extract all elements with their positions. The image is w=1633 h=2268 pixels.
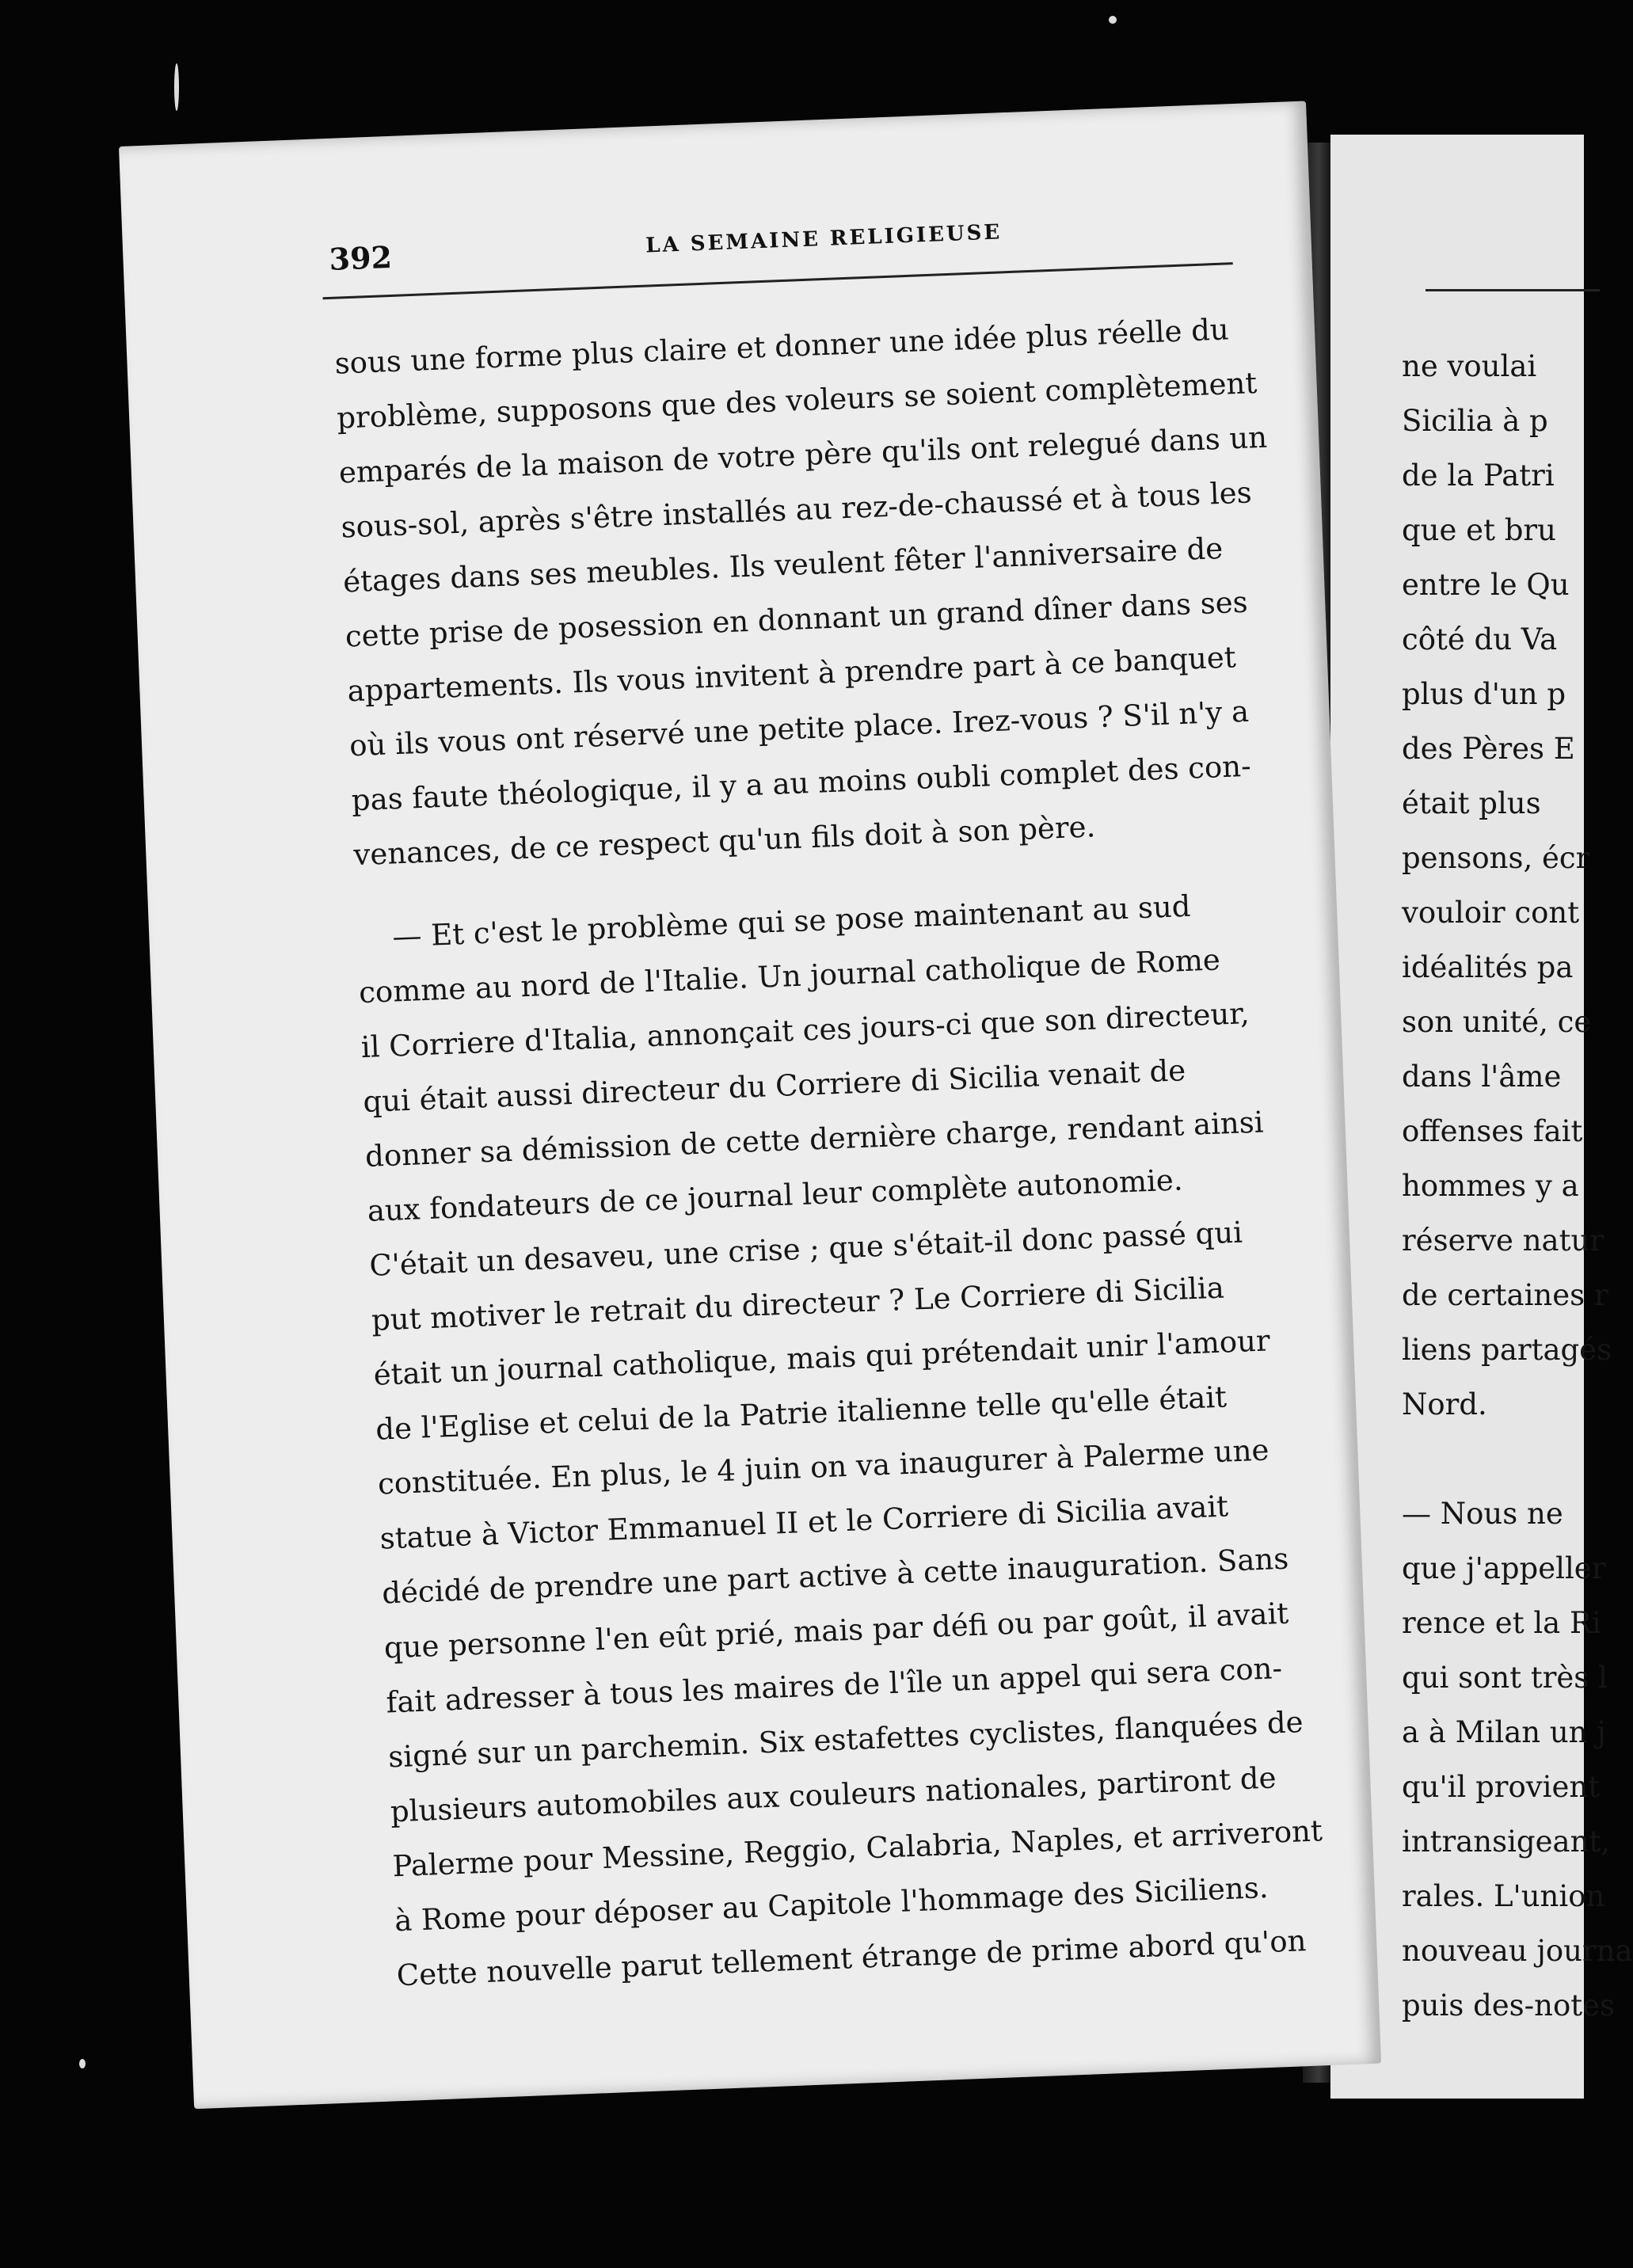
text-line: emparés de la maison de votre père qu'ils ont relegué dans un [338,420,1268,490]
text-line: où ils vous ont réservé une petite place. Irez-vous ? S'il n'y a [348,694,1250,763]
text-line: Palerme pour Messine, Reggio, Calabria, Naples, et arriveront [391,1813,1323,1884]
text-line: plus d'un p [1402,677,1566,711]
text-line: était plus [1402,786,1541,820]
paragraph-2 [356,876,1323,2003]
page-number: 392 [328,238,393,277]
text-line: étages dans ses meubles. Ils veulent fêter l'anniversaire de [342,531,1224,599]
text-line: était un journal catholique, mais qui prétendait unir l'amour [372,1323,1271,1392]
text-line: fait adresser à tous les maires de l'île un appel qui sera con- [385,1651,1283,1720]
text-line: a à Milan un j [1402,1715,1606,1749]
running-title: LA SEMAINE RELIGIEUSE [645,220,1003,258]
text-line: signé sur un parchemin. Six estafettes cyclistes, flanquées de [387,1705,1304,1775]
text-line: de l'Eglise et celui de la Patrie italienne telle qu'elle était [375,1379,1228,1447]
text-line: nouveau journa [1402,1934,1633,1968]
film-speck [174,63,179,111]
paragraph-1 [333,302,1268,882]
text-line: ne voulai [1402,349,1537,383]
text-line: que personne l'en eût prié, mais par défi ou par goût, il avait [383,1596,1289,1665]
body-text [333,302,1323,2003]
text-line: hommes y a [1402,1169,1579,1203]
text-line: il Corriere d'Italia, annonçait ces jours-ci que son directeur, [360,996,1250,1065]
text-line: C'était un desaveu, une crise ; que s'était-il donc passé qui [368,1215,1243,1283]
text-line: puis des-notes [1402,1988,1616,2023]
text-line: que et bru [1402,513,1556,547]
text-line: statue à Victor Emmanuel II et le Corriere di Sicilia avait [379,1489,1229,1556]
text-line: Nord. [1402,1387,1487,1421]
text-line: appartements. Ils vous invitent à prendre part à ce banquet [346,640,1237,709]
text-line: aux fondateurs de ce journal leur complète autonomie. [367,1163,1184,1228]
text-line: sous une forme plus claire et donner une idée plus réelle du [333,312,1230,381]
right-page-text [1402,339,1633,2033]
text-line: plusieurs automobiles aux couleurs nationales, partiront de [390,1760,1277,1829]
text-line: son unité, ce [1402,1005,1592,1039]
text-line: — Et c'est le problème qui se pose maintenant au sud [391,889,1192,954]
text-line [1402,1432,1608,1486]
text-line: pas faute théologique, il y a au moins oubli complet des con- [351,748,1252,818]
text-line: vouloir cont [1402,896,1580,930]
text-line: de certaines r [1402,1278,1608,1312]
text-line: problème, supposons que des voleurs se soient complètement [336,366,1258,436]
text-line: pensons, écr [1402,841,1590,875]
text-line: — Nous ne [1402,1497,1563,1531]
text-line: réserve natur [1402,1223,1604,1258]
text-line: idéalités pa [1402,950,1574,984]
left-page [119,101,1381,2109]
text-line: comme au nord de l'Italie. Un journal catholique de Rome [358,942,1221,1010]
text-line: qui était aussi directeur du Corriere di Sicilia venait de [362,1053,1186,1120]
text-line: venances, de ce respect qu'un fils doit à son père. [352,809,1096,873]
page-header [329,207,1232,289]
text-line: qui sont très l [1402,1661,1608,1695]
text-line: rence et la Ri [1402,1606,1601,1640]
text-line: put motiver le retrait du directeur ? Le Corriere di Sicilia [371,1270,1225,1338]
text-line: côté du Va [1402,622,1558,656]
text-line: des Pères E [1402,732,1575,766]
right-header-rule [1426,289,1600,291]
text-line: Cette nouvelle parut tellement étrange de prime abord qu'on [396,1924,1308,1993]
text-line: donner sa démission de cette dernière charge, rendant ainsi [364,1105,1265,1174]
text-line: qu'il provient [1402,1770,1601,1804]
text-line: constituée. En plus, le 4 juin on va inaugurer à Palerme une [377,1433,1270,1501]
film-speck [1109,16,1117,24]
text-line: que j'appeller [1402,1551,1606,1585]
text-line: décidé de prendre une part active à cette inauguration. Sans [381,1541,1289,1611]
text-line: sous-sol, après s'être installés au rez-de-chaussé et à tous les [340,475,1253,545]
text-line: intransigeant, [1402,1825,1611,1859]
text-line: cette prise de posession en donnant un grand dîner dans ses [344,584,1249,654]
text-line: offenses fait [1402,1114,1583,1148]
text-line: à Rome pour déposer au Capitole l'hommage des Siciliens. [394,1870,1269,1939]
film-speck [79,2059,86,2068]
text-line: dans l'âme [1402,1060,1562,1094]
text-line: liens partagés [1402,1333,1612,1367]
text-line: de la Patri [1402,459,1555,493]
text-line: rales. L'union [1402,1879,1605,1913]
text-line: Sicilia à p [1402,404,1548,438]
text-line: entre le Qu [1402,568,1570,602]
